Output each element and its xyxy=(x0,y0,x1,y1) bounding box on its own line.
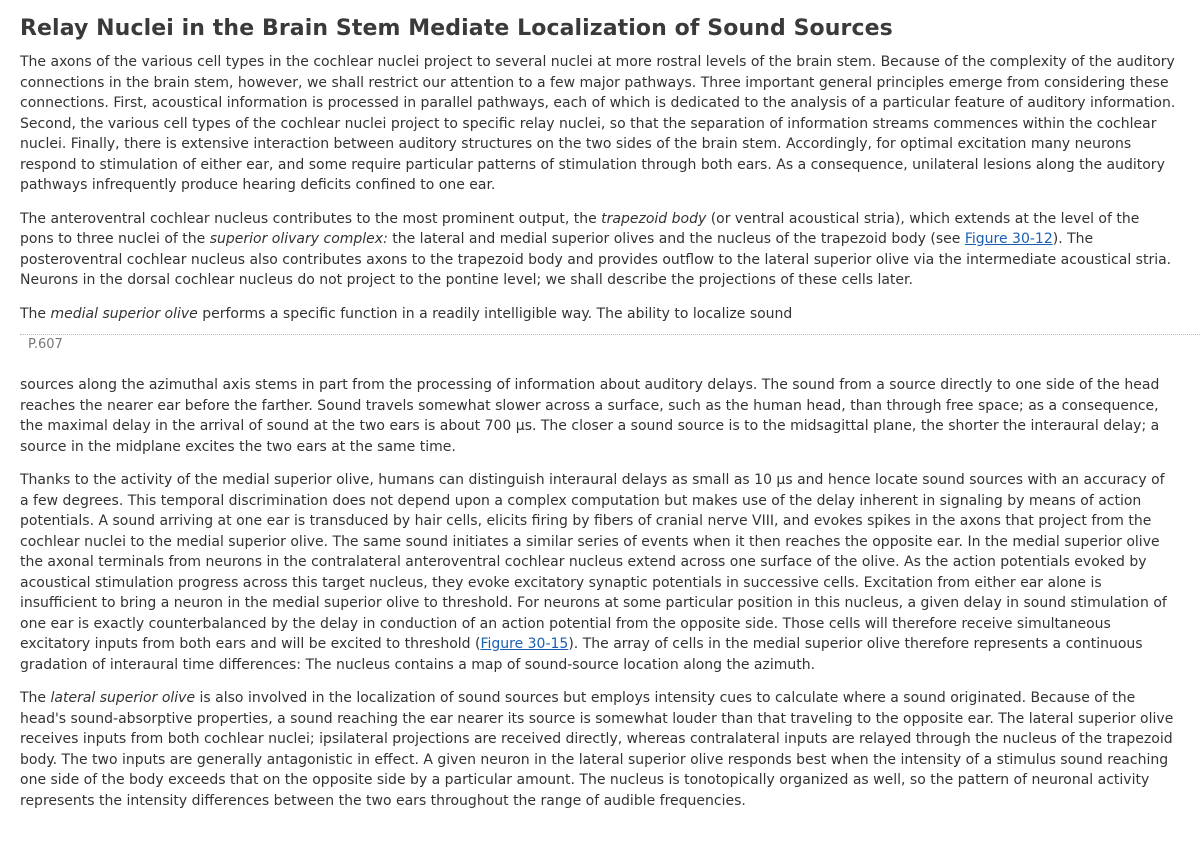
paragraph-2-text-4: ). The posteroventral cochlear nucleus also contributes axons to the trapezoid body and provides outflow to the lateral superior olive via the intermediate acoustical stria. Neurons in the dorsal cochlear nucleus do not project to the pontine level; we shall describe the projections of these cells later. xyxy=(20,231,1172,288)
figure-30-12-link[interactable]: Figure 30-12 xyxy=(964,231,1053,247)
paragraph-5 xyxy=(20,470,1176,675)
term-superior-olivary-complex: superior olivary complex: xyxy=(209,231,388,247)
paragraph-6-text-1: The xyxy=(20,690,51,706)
paragraph-6-text-2: is also involved in the localization of sound sources but employs intensity cues to calculate where a sound originated. Because of the head's sound-absorptive properties, a sound reaching the ear nearer its source is somewhat louder than that traveling to the opposite ear. The lateral superior olive receives inputs from both cochlear nuclei; ipsilateral projections are received directly, whereas contralateral inputs are relayed through the nucleus of the trapezoid body. The two inputs are generally antagonistic in effect. A given neuron in the lateral superior olive responds best when the intensity of a stimulus sound reaching one side of the body exceeds that on the opposite side by a particular amount. The nucleus is tonotopically organized as well, so the pattern of neuronal activity represents the intensity differences between the two ears throughout the range of audible frequencies. xyxy=(20,690,1174,809)
paragraph-5-text-1: Thanks to the activity of the medial superior olive, humans can distinguish interaural delays as small as 10 μs and hence locate sound sources with an accuracy of a few degrees. This temporal discrimination does not depend upon a complex computation but makes use of the delay inherent in signaling by means of action potentials. A sound arriving at one ear is transduced by hair cells, elicits firing by fibers of cranial nerve VIII, and evokes spikes in the axons that project from the cochlear nuclei to the medial superior olive. The same sound initiates a similar series of events when it then reaches the opposite ear. In the medial superior olive the axonal terminals from neurons in the contralateral anteroventral cochlear nucleus extend across one surface of the olive. As the action potentials evoked by acoustical stimulation progress across this target nucleus, they evoke excitatory synaptic potentials in successive cells. Excitation from either ear alone is insufficient to bring a neuron in the medial superior olive to threshold. For neurons at some particular position in this nucleus, a given delay in sound stimulation of one ear is exactly counterbalanced by the delay in conduction of an action potential from the opposite side. Those cells will therefore receive simultaneous excitatory inputs from both ears and will be excited to threshold ( xyxy=(20,472,1167,652)
paragraph-6 xyxy=(20,688,1176,811)
paragraph-2-text-3: the lateral and medial superior olives and the nucleus of the trapezoid body (see xyxy=(387,231,965,247)
term-trapezoid-body: trapezoid body xyxy=(601,210,707,227)
paragraph-2 xyxy=(20,209,1176,291)
paragraph-2-text-1: The anteroventral cochlear nucleus contributes to the most prominent output, the xyxy=(20,210,602,227)
paragraph-4: sources along the azimuthal axis stems in part from the processing of information about auditory delays. The sound from a source directly to one side of the head reaches the nearer ear before the farther. Sound travels somewhat slower across a surface, such as the human head, than through free space; as a consequence, the maximal delay in the arrival of sound at the two ears is about 700 μs. The closer a sound source is to the midsagittal plane, the shorter the interaural delay; a source in the midplane excites the two ears at the same time. xyxy=(20,377,1160,455)
paragraph-1: The axons of the various cell types in the cochlear nuclei project to several nuclei at more rostral levels of the brain stem. Because of the complexity of the auditory connections in the brain stem, however, we shall restrict our attention to a few major pathways. Three important general principles emerge from considering these connections. First, acoustical information is processed in parallel pathways, each of which is dedicated to the analysis of a particular feature of auditory information. Second, the various cell types of the cochlear nuclei project to specific relay nuclei, so that the separation of information streams commences within the cochlear nuclei. Finally, there is extensive interaction between auditory structures on the two sides of the brain stem. Accordingly, for optimal excitation many neurons respond to stimulation of either ear, and some require particular patterns of stimulation through both ears. As a consequence, unilateral lesions along the auditory pathways infrequently produce hearing deficits confined to one ear. xyxy=(20,54,1176,193)
paragraph-3-text-1: The xyxy=(20,305,51,322)
page-number: P.607 xyxy=(28,337,63,352)
term-medial-superior-olive: medial superior olive xyxy=(50,305,198,322)
paragraph-3 xyxy=(20,304,1176,325)
figure-30-15-link[interactable]: Figure 30-15 xyxy=(480,636,569,652)
section-title: Relay Nuclei in the Brain Stem Mediate Localization of Sound Sources xyxy=(20,16,893,41)
term-lateral-superior-olive: lateral superior olive xyxy=(50,690,196,706)
paragraph-3-text-2: performs a specific function in a readily intelligible way. The ability to localize sound xyxy=(197,305,793,322)
paragraph-5-text-2: ). The array of cells in the medial superior olive therefore represents a continuous gradation of interaural time differences: The nucleus contains a map of sound-source location along the azimuth. xyxy=(20,636,1143,673)
page-break xyxy=(20,329,1176,375)
page-break-divider xyxy=(20,334,1200,335)
paragraph-2-text-2: (or ventral acoustical stria), which extends at the level of the pons to three nuclei of the xyxy=(20,210,1140,247)
